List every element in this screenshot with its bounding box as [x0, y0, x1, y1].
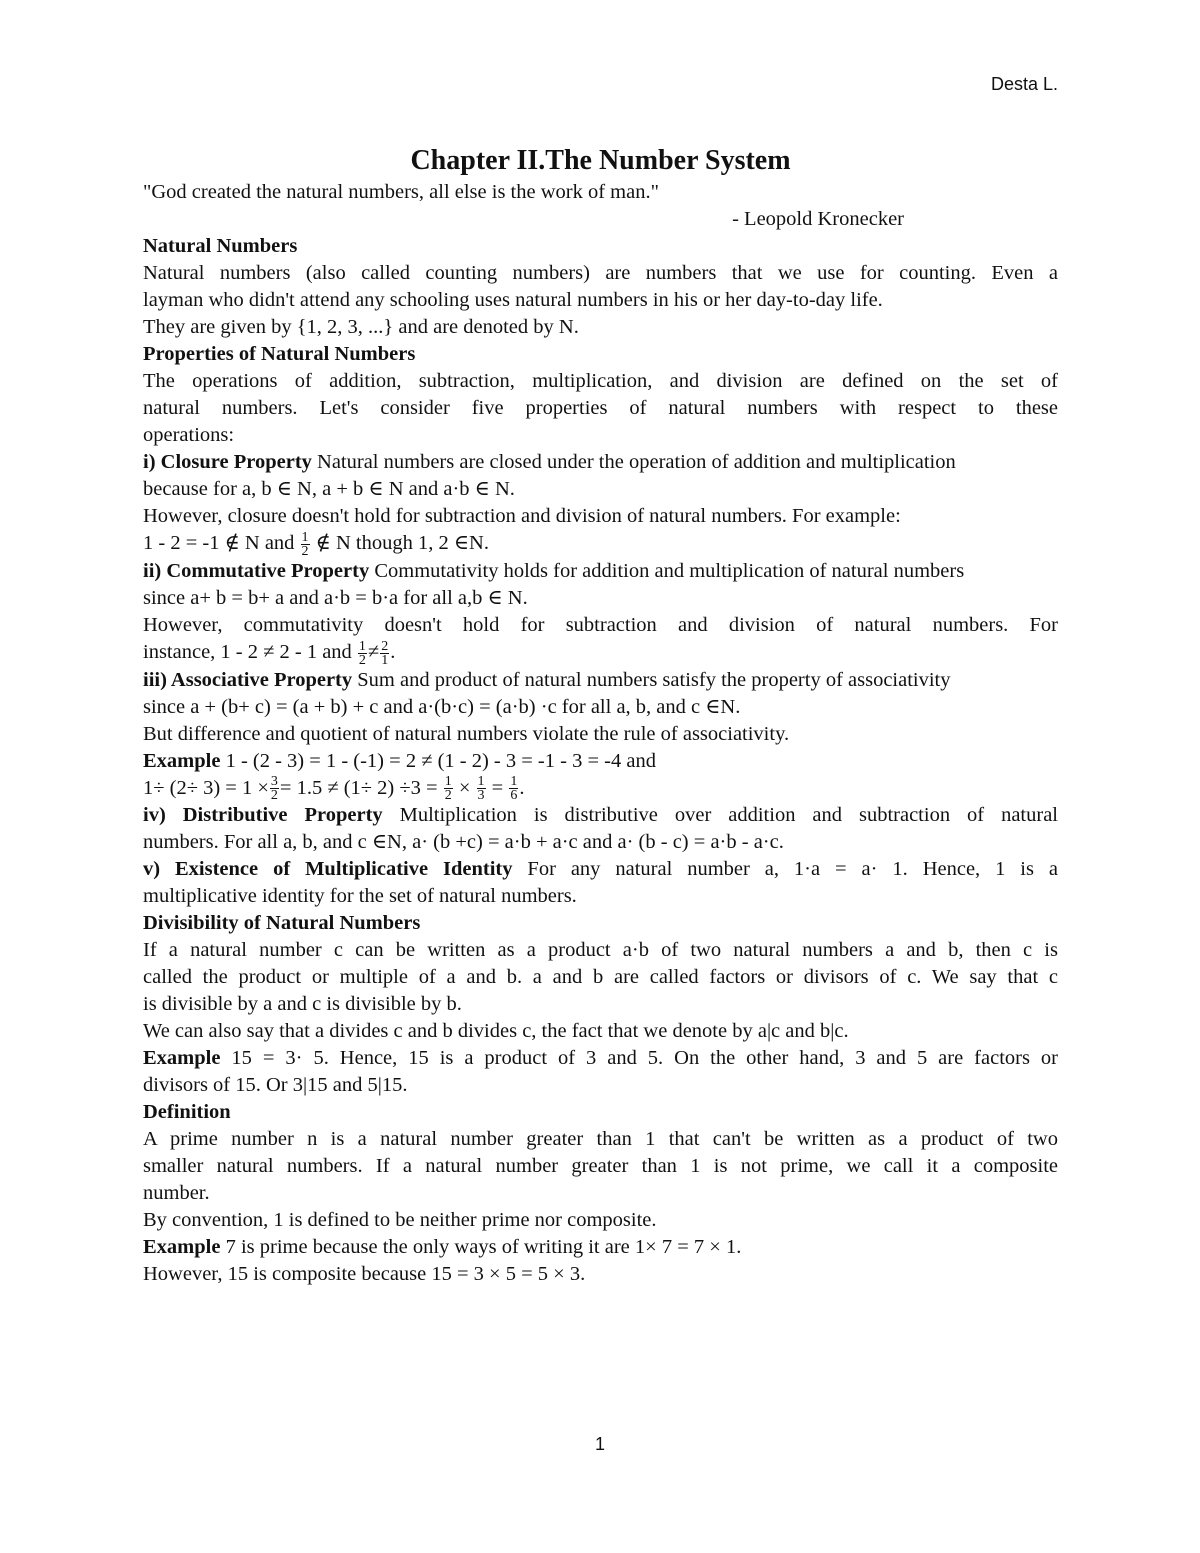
paragraph-line: By convention, 1 is defined to be neither prime nor composite.	[143, 1209, 657, 1232]
paragraph-line: However, commutativity doesn't hold for subtraction and division of natural numbers. For	[143, 613, 1058, 636]
associative-example-line: Example 1 - (2 - 3) = 1 - (-1) = 2 ≠ (1 - 2) - 3 = -1 - 3 = -4 and	[143, 749, 656, 772]
commutative-example-line: instance, 1 - 2 ≠ 2 - 1 and $\frac{1}{2}$ ≠ $\frac{2}{1}$ .	[143, 638, 396, 668]
prime-example-line: Example 7 is prime because the only ways of writing it are 1× 7 = 7 × 1.	[143, 1236, 742, 1259]
commutative-label: ii) Commutative Property	[143, 559, 370, 582]
paragraph-line: If a natural number c can be written as a product a·b of two natural numbers a and b, then c is	[143, 939, 1058, 962]
paragraph-line: However, closure doesn't hold for subtraction and division of natural numbers. For example:	[143, 505, 901, 527]
paragraph-line: divisors of 15. Or 3|15 and 5|15.	[143, 1074, 408, 1097]
paragraph-line: because for a, b ∈ N, a + b ∈ N and a·b ∈ N.	[143, 478, 515, 500]
epigraph-author: - Leopold Kronecker	[732, 208, 904, 230]
heading-divisibility: Divisibility of Natural Numbers	[143, 912, 421, 935]
paragraph-line: layman who didn't attend any schooling uses natural numbers in his or her day-to-day life.	[143, 289, 883, 311]
fraction: $\frac{3}{2}$	[270, 774, 278, 804]
paragraph-line: We can also say that a divides c and b divides c, the fact that we denote by a|c and b|c.	[143, 1020, 849, 1043]
identity-property-line: v) Existence of Multiplicative Identity For any natural number a, 1·a = a· 1. Hence, 1 is a	[143, 858, 1059, 881]
heading-properties: Properties of Natural Numbers	[143, 343, 416, 365]
paragraph-line: is divisible by a and c is divisible by b.	[143, 993, 462, 1016]
page-number: 1	[594, 1434, 605, 1454]
paragraph-line: However, 15 is composite because 15 = 3 × 5 = 5 × 3.	[143, 1263, 586, 1286]
paragraph-line: called the product or multiple of a and b. a and b are called factors or divisors of c. We say that c	[143, 966, 1058, 989]
closure-example-line: 1 - 2 = -1 ∉ N and $\frac{1}{2}$ ∉ N though 1, 2 ∈N.	[143, 529, 489, 559]
heading-definition: Definition	[143, 1101, 231, 1124]
fraction: $\frac{1}{2}$	[358, 638, 366, 668]
associative-property-line: iii) Associative Property Sum and product of natural numbers satisfy the property of associativity	[143, 668, 951, 691]
fraction: $\frac{1}{3}$	[477, 774, 485, 804]
paragraph-line: A prime number n is a natural number greater than 1 that can't be written as a product of two	[143, 1128, 1058, 1151]
paragraph-line: But difference and quotient of natural numbers violate the rule of associativity.	[143, 722, 790, 745]
paragraph-line: smaller natural numbers. If a natural number greater than 1 is not prime, we call it a composite	[143, 1155, 1058, 1178]
paragraph-line: number.	[143, 1182, 210, 1205]
paragraph-line: since a + (b+ c) = (a + b) + c and a·(b·c) = (a·b) ·c for all a, b, and c ∈N.	[143, 695, 741, 718]
paragraph-line: operations:	[143, 424, 235, 446]
paragraph-line: Natural numbers (also called counting numbers) are numbers that we use for counting. Even a	[143, 262, 1058, 284]
fraction: $\frac{1}{2}$	[444, 774, 452, 804]
paragraph-line: since a+ b = b+ a and a·b = b·a for all a,b ∈ N.	[143, 586, 528, 609]
paragraph-line: natural numbers. Let's consider five properties of natural numbers with respect to these	[143, 397, 1058, 419]
identity-label: v) Existence of Multiplicative Identity	[143, 858, 513, 881]
paragraph-line: The operations of addition, subtraction, multiplication, and division are defined on the set of	[143, 370, 1058, 392]
epigraph-quote: "God created the natural numbers, all else is the work of man."	[143, 181, 659, 203]
heading-natural-numbers: Natural Numbers	[143, 235, 298, 257]
paragraph-line: numbers. For all a, b, and c ∈N, a· (b +c) = a·b + a·c and a· (b - c) = a·b - a·c.	[143, 831, 784, 854]
associative-label: iii) Associative Property	[143, 668, 353, 691]
distributive-label: iv) Distributive Property	[143, 804, 383, 827]
closure-label: i) Closure Property	[143, 451, 312, 473]
document-body	[143, 143, 1058, 1288]
paragraph-line: multiplicative identity for the set of natural numbers.	[143, 885, 577, 908]
fraction: $\frac{2}{1}$	[381, 638, 389, 668]
fraction: $\frac{1}{6}$	[510, 774, 518, 804]
header-author: Desta L.	[990, 74, 1058, 94]
distributive-property-line: iv) Distributive Property Multiplication is distributive over addition and subtraction of natural	[143, 804, 1058, 827]
associative-example-line-2: 1÷ (2÷ 3) = 1 × $\frac{3}{2}$ = 1.5 ≠ (1÷ 2) ÷3 = $\frac{1}{2}$ × $\frac{1}{3}$ = $\frac{1}{6}$ .	[143, 774, 525, 804]
page-title: Chapter II.The Number System	[410, 145, 791, 176]
closure-property-line	[143, 449, 1058, 476]
fraction: $\frac{1}{2}$	[301, 529, 309, 559]
commutative-property-line: ii) Commutative Property Commutativity holds for addition and multiplication of natural numbers	[143, 559, 965, 582]
divisibility-example-line: Example 15 = 3· 5. Hence, 15 is a product of 3 and 5. On the other hand, 3 and 5 are factors or	[143, 1047, 1058, 1070]
paragraph-line: They are given by {1, 2, 3, ...} and are denoted by N.	[143, 316, 579, 338]
closure-text: Natural numbers are closed under the operation of addition and multiplication	[311, 451, 956, 473]
